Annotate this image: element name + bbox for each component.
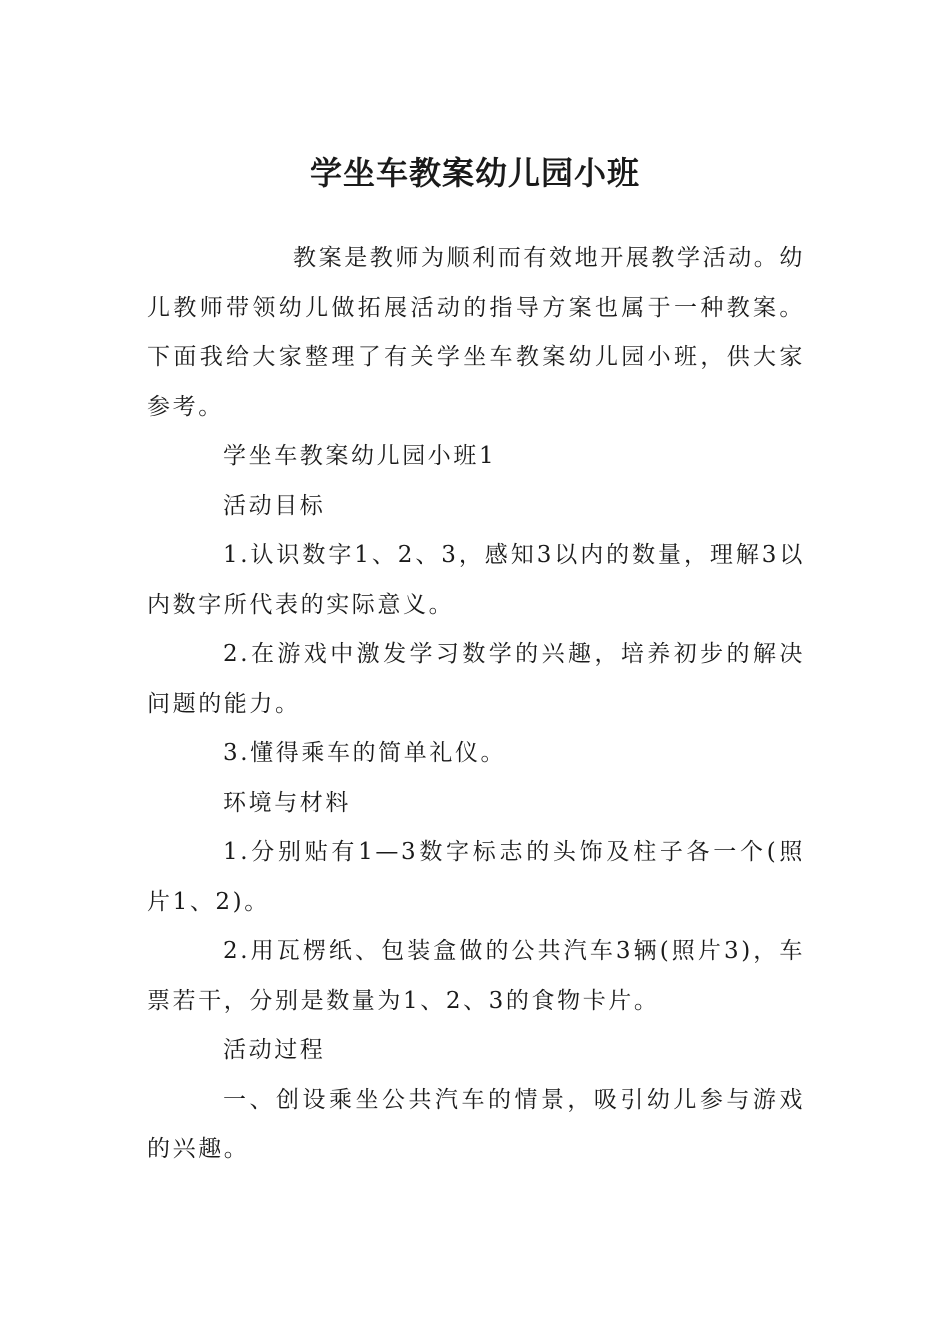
page-title: 学坐车教案幼儿园小班 [309,154,640,193]
objective-item-3: 3.懂得乘车的简单礼仪。 [223,740,507,766]
objective-item-1: 1.认识数字1、2、3，感知3以内的数量，理解3以内数字所代表的实际意义。 [147,542,805,618]
section-heading-objectives: 活动目标 [223,492,326,519]
section-heading-process: 活动过程 [223,1037,326,1063]
section-heading-lesson-1: 学坐车教案幼儿园小班1 [223,443,497,469]
document-body [147,234,805,1175]
objective-item-2: 2.在游戏中激发学习数学的兴趣，培养初步的解决问题的能力。 [147,641,805,717]
material-item-2: 2.用瓦楞纸、包装盒做的公共汽车3辆(照片3)，车票若干，分别是数量为1、2、3的食物卡片。 [147,938,805,1014]
material-item-1: 1.分别贴有1—3数字标志的头饰及柱子各一个(照片1、2)。 [147,839,805,915]
process-step-1: 一、创设乘坐公共汽车的情景，吸引幼儿参与游戏的兴趣。 [147,1086,805,1162]
section-heading-materials: 环境与材料 [223,789,351,816]
intro-paragraph: 教案是教师为顺利而有效地开展教学活动。幼儿教师带领幼儿做拓展活动的指导方案也属于一种教案。下面我给大家整理了有关学坐车教案幼儿园小班，供大家参考。 [147,245,805,420]
